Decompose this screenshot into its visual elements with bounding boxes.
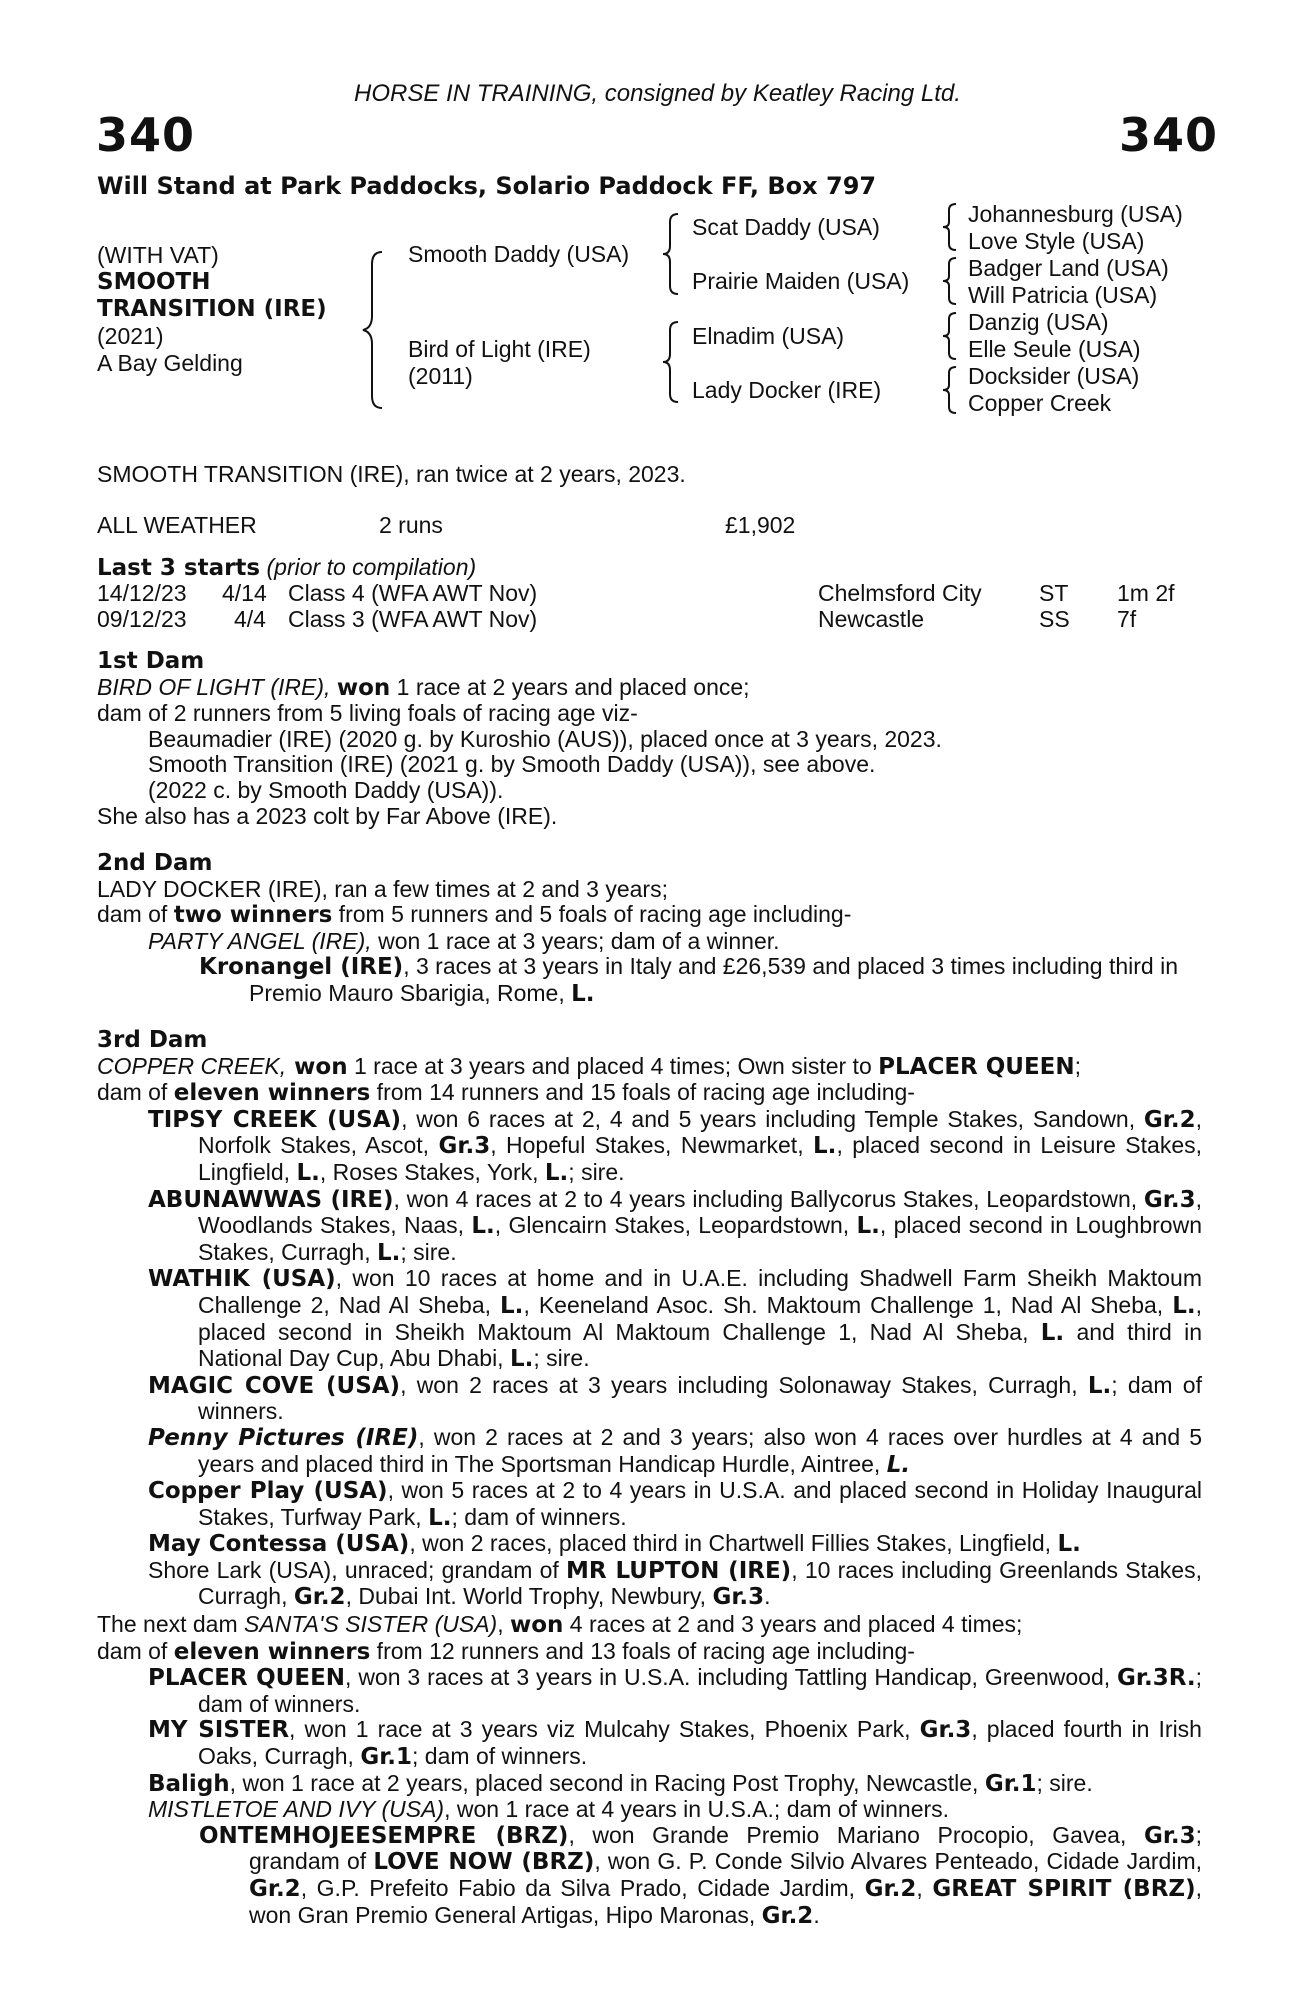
vat-note: (WITH VAT) <box>97 242 219 268</box>
dam-year: (2011) <box>408 363 473 389</box>
gen3-2: Love Style (USA) <box>968 228 1145 254</box>
brace-sire <box>660 212 684 296</box>
list-item: Baligh, won 1 race at 2 years, placed second in Racing Post Trophy, Newcastle, Gr.1; sire. <box>148 1769 1093 1797</box>
lot-number-left: 340 <box>96 108 196 162</box>
consignor-line: HORSE IN TRAINING, consigned by Keatley Racing Ltd. <box>354 80 961 107</box>
sire-dam: Prairie Maiden (USA) <box>692 268 910 294</box>
start-class: Class 4 (WFA AWT Nov) <box>288 580 538 606</box>
list-item: Penny Pictures (IRE), won 2 races at 2 and 3 years; also won 4 races over hurdles at 4 and 5 years and placed third in The Sportsman Handicap Hurdle, Aintree, L. <box>148 1423 1202 1478</box>
second-dam-heading: 2nd Dam <box>97 850 213 876</box>
gen3-7: Docksider (USA) <box>968 363 1140 389</box>
dam: Bird of Light (IRE) <box>408 336 591 362</box>
lot-number-right: 340 <box>1119 108 1219 162</box>
horse-name-line1: SMOOTH <box>97 269 211 295</box>
brace-g1 <box>940 202 960 252</box>
start-course: Newcastle <box>818 606 925 632</box>
list-item: MY SISTER, won 1 race at 3 years viz Mulcahy Stakes, Phoenix Park, Gr.3, placed fourth in Irish Oaks, Curragh, Gr.1; dam of winners. <box>148 1716 1202 1770</box>
start-date: 14/12/23 <box>97 580 187 606</box>
gen3-4: Will Patricia (USA) <box>968 282 1158 308</box>
start-course: Chelmsford City <box>818 580 982 606</box>
list-item: Copper Play (USA), won 5 races at 2 to 4 years in U.S.A. and placed second in Holiday Inaugural Stakes, Turfway Park, L.; dam of winners. <box>148 1477 1202 1531</box>
list-item: May Contessa (USA), won 2 races, placed third in Chartwell Fillies Stakes, Lingfield, L. <box>148 1530 1081 1558</box>
foaling-year: (2021) <box>97 323 164 349</box>
sire: Smooth Daddy (USA) <box>408 241 630 267</box>
start-class: Class 3 (WFA AWT Nov) <box>288 606 538 632</box>
list-item: Shore Lark (USA), unraced; grandam of MR LUPTON (IRE), 10 races including Greenlands Stakes, Curragh, Gr.2, Dubai Int. World Trophy, Newbury, Gr.3. <box>148 1556 1202 1611</box>
gen3-1: Johannesburg (USA) <box>968 201 1183 227</box>
gen3-3: Badger Land (USA) <box>968 255 1169 281</box>
third-dam-heading: 3rd Dam <box>97 1027 208 1053</box>
last-starts-note: (prior to compilation) <box>266 554 477 580</box>
dam-dam: Lady Docker (IRE) <box>692 377 882 403</box>
list-item: PLACER QUEEN, won 3 races at 3 years in U.S.A. including Tattling Handicap, Greenwood, Gr.3R.; dam of winners. <box>148 1664 1202 1717</box>
race-summary: SMOOTH TRANSITION (IRE), ran twice at 2 years, 2023. <box>97 461 686 487</box>
record-runs: 2 runs <box>379 512 443 538</box>
start-going: ST <box>1039 580 1069 606</box>
start-distance: 7f <box>1117 606 1137 632</box>
start-distance: 1m 2f <box>1117 580 1175 606</box>
start-position: 4/4 <box>234 606 266 632</box>
gen3-6: Elle Seule (USA) <box>968 336 1141 362</box>
horse-name-line2: TRANSITION (IRE) <box>97 296 327 322</box>
list-item: ONTEMHOJEESEMPRE (BRZ), won Grande Premio Mariano Procopio, Gavea, Gr.3; grandam of LOVE NOW (BRZ), won G. P. Conde Silvio Alvares Penteado, Cidade Jardim, Gr.2, G.P. Prefeito Fabio da Silva Prado, Cidade Jardim, Gr.2, GREAT SPIRIT (BRZ), won Gran Premio General Artigas, Hipo Maronas, Gr.2. <box>199 1821 1203 1929</box>
gen3-8: Copper Creek <box>968 390 1112 416</box>
first-dam-heading: 1st Dam <box>97 648 205 674</box>
sire-sire: Scat Daddy (USA) <box>692 214 880 240</box>
stand-location: Will Stand at Park Paddocks, Solario Paddock FF, Box 797 <box>97 172 877 200</box>
brace-dam <box>660 320 684 404</box>
start-position: 4/14 <box>222 580 267 606</box>
list-item: WATHIK (USA), won 10 races at home and in U.A.E. including Shadwell Farm Sheikh Maktoum Challenge 2, Nad Al Sheba, L., Keeneland Asoc. Sh. Maktoum Challenge 1, Nad Al Sheba, L., placed second in Sheikh Maktoum Al Maktoum Challenge 1, Nad Al Sheba, L. and third in National Day Cup, Abu Dhabi, L.; sire. <box>148 1265 1203 1373</box>
horse-description: A Bay Gelding <box>97 350 243 376</box>
brace-g4 <box>940 365 960 415</box>
list-item: MAGIC COVE (USA), won 2 races at 3 years including Solonaway Stakes, Curragh, L.; dam of winners. <box>148 1371 1202 1425</box>
record-surface: ALL WEATHER <box>97 512 257 538</box>
list-item: TIPSY CREEK (USA), won 6 races at 2, 4 and 5 years including Temple Stakes, Sandown, Gr.2, Norfolk Stakes, Ascot, Gr.3, Hopeful Stakes, Newmarket, L., placed second in Leisure Stakes, Lingfield, L., Roses Stakes, York, L.; sire. <box>148 1105 1203 1186</box>
next-dam-section: The next dam SANTA'S SISTER (USA), won 4 races at 2 and 3 years and placed 4 times; dam of eleven winners from 12 runners and 13 foals of racing age including- PLACER QUEEN, won 3 races at 3 years in U.S.A. including Tattling Handicap, Greenwood, Gr.3R.; dam of winners. MY SISTER, won 1 race at 3 years viz Mulcahy Stakes, Phoenix Park, Gr.3, placed fourth in Irish Oaks, Curragh, Gr.1; dam of winners. Baligh, won 1 race at 2 years, placed second in Racing Post Trophy, Newcastle, Gr.1; sire. MISTLETOE AND IVY (USA), won 1 race at 4 years in U.S.A.; dam of winners. ONTEMHOJEESEMPRE (BRZ), won Grande Premio Mariano Procopio, Gavea, Gr.3; grandam of LOVE NOW (BRZ), won G. P. Conde Silvio Alvares Penteado, Cidade Jardim, Gr.2, G.P. Prefeito Fabio da Silva Prado, Cidade Jardim, Gr.2, GREAT SPIRIT (BRZ), won Gran Premio General Artigas, Hipo Maronas, Gr.2. <box>97 1611 1203 1929</box>
list-item: ABUNAWWAS (IRE), won 4 races at 2 to 4 years including Ballycorus Stakes, Leopardstown, Gr.3, Woodlands Stakes, Naas, L., Glencairn Stakes, Leopardstown, L., placed second in Loughbrown Stakes, Curragh, L.; sire. <box>148 1185 1202 1266</box>
list-item: MISTLETOE AND IVY (USA), won 1 race at 4 years in U.S.A.; dam of winners. <box>148 1796 950 1823</box>
brace-g3 <box>940 311 960 361</box>
start-going: SS <box>1039 606 1070 632</box>
brace-g2 <box>940 256 960 306</box>
gen3-5: Danzig (USA) <box>968 309 1109 335</box>
dam-sire: Elnadim (USA) <box>692 323 845 349</box>
third-dam-section: 3rd Dam COPPER CREEK, won 1 race at 3 years and placed 4 times; Own sister to PLACER QUEEN; dam of eleven winners from 14 runners and 15 foals of racing age including- TIPSY CREEK (USA), won 6 races at 2, 4 and 5 years including Temple Stakes, Sandown, Gr.2, Norfolk Stakes, Ascot, Gr.3, Hopeful Stakes, Newmarket, L., placed second in Leisure Stakes, Lingfield, L., Roses Stakes, York, L.; sire. ABUNAWWAS (IRE), won 4 races at 2 to 4 years including Ballycorus Stakes, Leopardstown, Gr.3, Woodlands Stakes, Naas, L., Glencairn Stakes, Leopardstown, L., placed second in Loughbrown Stakes, Curragh, L.; sire. WATHIK (USA), won 10 races at home and in U.A.E. including Shadwell Farm Sheikh Maktoum Challenge 2, Nad Al Sheba, L., Keeneland Asoc. Sh. Maktoum Challenge 1, Nad Al Sheba, L., placed second in Sheikh Maktoum Al Maktoum Challenge 1, Nad Al Sheba, L. and third in National Day Cup, Abu Dhabi, L.; sire. MAGIC COVE (USA), won 2 races at 3 years including Solonaway Stakes, Curragh, L.; dam of winners. Penny Pictures (IRE), won 2 races at 2 and 3 years; also won 4 races over hurdles at 4 and 5 years and placed third in The Sportsman Handicap Hurdle, Aintree, L. Copper Play (USA), won 5 races at 2 to 4 years in U.S.A. and placed second in Holiday Inaugural Stakes, Turfway Park, L.; dam of winners. May Contessa (USA), won 2 races, placed third in Chartwell Fillies Stakes, Lingfield, L. Shore Lark (USA), unraced; grandam of MR LUPTON (IRE), 10 races including Greenlands Stakes, Curragh, Gr.2, Dubai Int. World Trophy, Newbury, Gr.3. <box>97 1027 1203 1611</box>
record-earnings: £1,902 <box>725 512 796 538</box>
start-date: 09/12/23 <box>97 606 187 632</box>
first-dam-section: 1st Dam BIRD OF LIGHT (IRE), won 1 race at 2 years and placed once; dam of 2 runners from 5 living foals of racing age viz- Beaumadier (IRE) (2020 g. by Kuroshio (AUS)), placed once at 3 years, 2023. Smooth Transition (IRE) (2021 g. by Smooth Daddy (USA)), see above. (2022 c. by Smooth Daddy (USA)). She also has a 2023 colt by Far Above (IRE). <box>97 648 942 829</box>
last-starts-heading: Last 3 starts (prior to compilation) <box>97 554 477 581</box>
second-dam-section: 2nd Dam LADY DOCKER (IRE), ran a few times at 2 and 3 years; dam of two winners from 5 runners and 5 foals of racing age including- PARTY ANGEL (IRE), won 1 race at 3 years; dam of a winner. Kronangel (IRE), 3 races at 3 years in Italy and £26,539 and placed 3 times including third in Premio Mauro Sbarigia, Rome, L. <box>97 850 1179 1007</box>
pedigree-brace-main <box>360 250 390 410</box>
